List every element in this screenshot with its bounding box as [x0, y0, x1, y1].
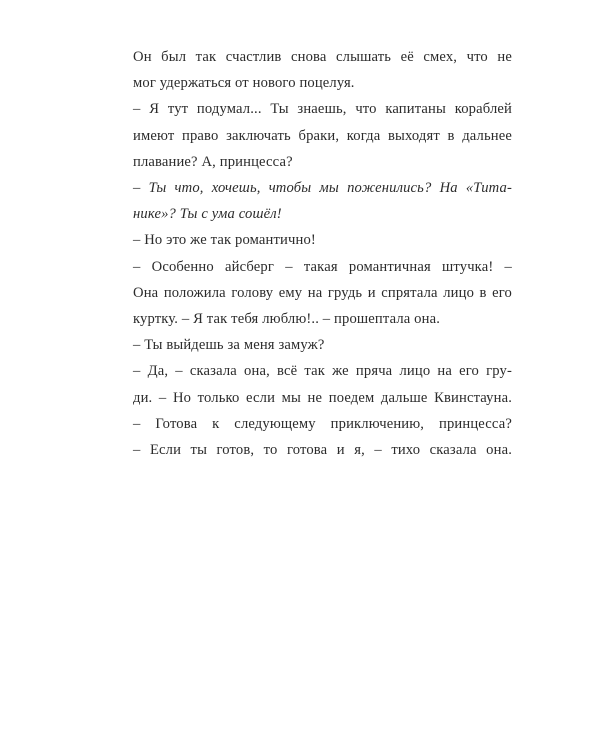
paragraph: [118, 96, 512, 175]
paragraph: [118, 437, 512, 463]
paragraph-italic: [118, 175, 512, 227]
text-line: – Особенно айсберг – такая романтичная штучка! –: [133, 258, 512, 275]
text-line: имеют право заключать браки, когда выходят в дальнее: [133, 127, 512, 144]
text-line: – Ты выйдешь за меня замуж?: [133, 337, 325, 354]
text-line: ди. – Но только если мы не поедем дальше Квинстауна.: [133, 389, 512, 406]
paragraph: [118, 332, 512, 358]
text-line: Она положила голову ему на грудь и спрятала лицо в его: [133, 284, 512, 301]
body-text: [118, 44, 512, 463]
paragraph: [118, 44, 512, 96]
text-line: – Если ты готов, то готова и я, – тихо сказала она.: [133, 442, 512, 459]
text-line: – Готова к следующему приключению, принцесса?: [133, 415, 512, 432]
text-line: мог удержаться от нового поцелуя.: [133, 75, 355, 92]
text-line: нике»? Ты с ума сошёл!: [133, 206, 282, 223]
paragraph: [118, 227, 512, 253]
text-line: плавание? А, принцесса?: [133, 153, 293, 170]
paragraph: [118, 254, 512, 333]
text-line: Он был так счастлив снова слышать её смех, что не: [133, 49, 512, 65]
text-line: – Ты что, хочешь, чтобы мы поженились? На «Тита-: [133, 180, 512, 197]
text-line: куртку. – Я так тебя люблю!.. – прошептала она.: [133, 311, 441, 328]
paragraph: [118, 358, 512, 410]
paragraph: [118, 411, 512, 437]
text-line: – Но это же так романтично!: [133, 232, 316, 249]
text-line: – Да, – сказала она, всё так же пряча лицо на его гру-: [133, 363, 512, 380]
text-line: – Я тут подумал... Ты знаешь, что капитаны кораблей: [133, 101, 512, 118]
